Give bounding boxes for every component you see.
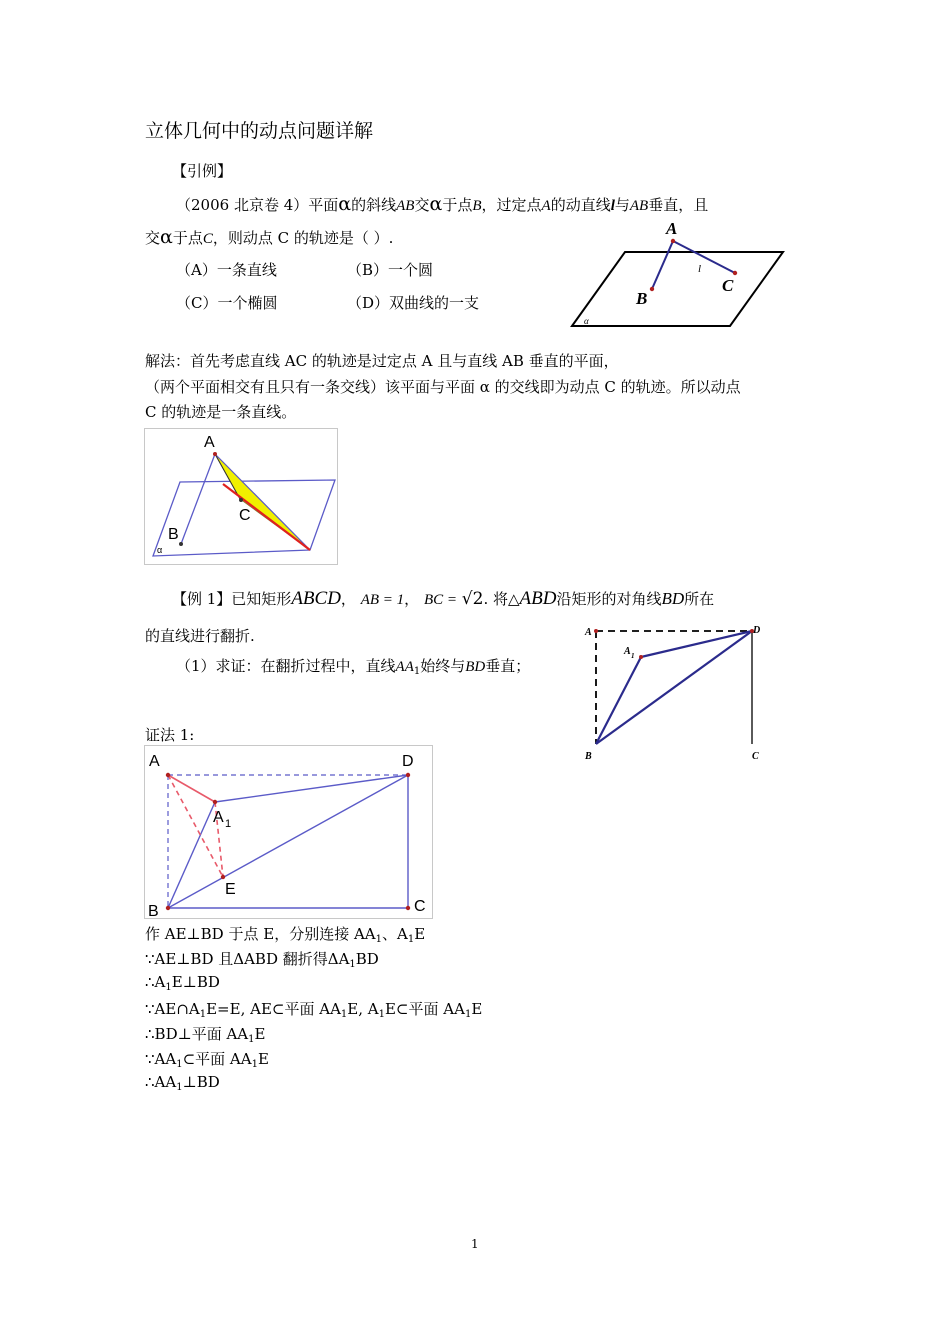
point-a [166, 773, 170, 777]
ab-equation: AB = 1 [360, 592, 405, 608]
label-a1-sub: 1 [225, 818, 232, 830]
subscript: 1 [407, 934, 415, 945]
line-ac [215, 454, 310, 550]
text: （2006 北京卷 4）平面 [176, 196, 339, 214]
label-d: D [753, 625, 761, 636]
text: 、A [382, 925, 408, 943]
text: 沿矩形的对角线 [556, 590, 662, 608]
label-e: E [225, 881, 236, 898]
text: 垂直； [485, 657, 531, 675]
proof-line5 [145, 1023, 265, 1045]
label-l: l [698, 263, 702, 275]
diagonal-bd [596, 631, 752, 744]
point-a1 [639, 655, 643, 659]
text: 与 [614, 196, 630, 214]
text: 于点 [442, 196, 473, 214]
text: E, A [347, 1000, 379, 1018]
label-b: B [148, 903, 159, 918]
label-a1: A [624, 646, 631, 657]
text: 所在 [684, 590, 715, 608]
proof-line6 [145, 1048, 269, 1070]
label-b: B [585, 751, 592, 762]
subscript: 1 [176, 1082, 183, 1093]
point-e [221, 875, 225, 879]
text: E=E, AE⊂平面 AA [206, 1000, 341, 1018]
label-a: A [149, 753, 160, 770]
figure-proof [144, 745, 433, 919]
label-a: A [585, 627, 592, 638]
var-b: B [472, 198, 482, 214]
intro-heading: 【引例】 [172, 162, 233, 180]
text: ∵AE∩A [145, 1000, 200, 1018]
label-alpha: α [157, 545, 163, 555]
example1-line1 [172, 588, 714, 610]
subscript: 1 [375, 934, 383, 945]
text: 交 [145, 229, 161, 247]
figure-fold-rectangle [580, 620, 770, 770]
text: ，过定点 [481, 196, 542, 214]
text: ∵AA [145, 1050, 177, 1068]
label-alpha: α [584, 316, 589, 326]
proof-heading: 证法 1: [145, 726, 195, 744]
var-c: C [202, 231, 213, 247]
proof-line1 [145, 923, 425, 945]
text: 于点 [172, 229, 203, 247]
text: 的动直线 [550, 196, 611, 214]
text: 始终与 [420, 657, 466, 675]
text: ⊂平面 AA [182, 1050, 252, 1068]
var-bd: BD [661, 589, 685, 608]
figure-plane-triangle [144, 428, 338, 565]
var-bd: BD [465, 659, 486, 675]
subscript: 1 [349, 959, 356, 970]
label-c: C [752, 751, 759, 762]
page-number: 1 [471, 1237, 479, 1251]
option-c: （C）一个椭圆 [176, 294, 278, 312]
text: . 将△ [483, 590, 520, 608]
intro-problem-line2 [145, 226, 393, 248]
edge-a1d [215, 775, 408, 802]
intro-problem-line1 [176, 193, 708, 215]
point-b [166, 906, 170, 910]
subscript: 1 [251, 1059, 258, 1070]
solution-line2: （两个平面相交有且只有一条交线）该平面与平面 α 的交线即为动点 C 的轨迹。所以动点 [145, 378, 741, 396]
var-a: A [541, 198, 551, 214]
label-a: A [204, 434, 215, 451]
subscript: 1 [165, 982, 172, 993]
option-a: （A）一条直线 [176, 261, 277, 279]
label-d: D [402, 753, 414, 770]
text: E⊥BD [171, 973, 220, 991]
point-c [406, 906, 410, 910]
point-a [594, 629, 598, 633]
figure-proof-svg [145, 746, 432, 918]
line-l [673, 241, 735, 273]
proof-line3 [145, 973, 220, 993]
subscript: 1 [340, 1009, 348, 1020]
var-ab: AB [396, 198, 415, 214]
var-aa1: AA [395, 659, 414, 675]
label-b: B [636, 289, 648, 308]
text: 交 [414, 196, 430, 214]
proof-line4 [145, 998, 482, 1020]
point-b [650, 287, 654, 291]
text: E [471, 1000, 483, 1018]
solution-line3: C 的轨迹是一条直线。 [145, 403, 297, 421]
example1-line2: 的直线进行翻折. [145, 627, 255, 645]
segment-aa1 [168, 775, 215, 802]
point-a [671, 239, 675, 243]
label-a1: A [213, 809, 224, 826]
var-l: l [610, 198, 615, 214]
text: ， [340, 590, 356, 608]
label-c: C [414, 898, 426, 915]
text: 作 AE⊥BD 于点 E，分别连接 AA [145, 925, 376, 943]
solution-line1: 解法：首先考虑直线 AC 的轨迹是过定点 A 且与直线 AB 垂直的平面， [145, 352, 619, 370]
text: ， [404, 590, 420, 608]
text: 【例 1】已知矩形 [172, 590, 292, 608]
subscript: 1 [378, 1009, 385, 1020]
text: ∴BD⊥平面 AA [145, 1025, 249, 1043]
text: E [414, 925, 426, 943]
text: ⊥BD [182, 1073, 220, 1091]
text: 的斜线 [351, 196, 397, 214]
option-d: （D）双曲线的一支 [347, 294, 480, 312]
figure-plane-line [565, 218, 790, 333]
line-ab [181, 454, 215, 544]
text: BD [355, 950, 379, 968]
text: ∴AA [145, 1073, 177, 1091]
point-a [213, 452, 217, 456]
text: ∴A [145, 973, 166, 991]
trace-line [223, 484, 310, 550]
text: E [254, 1025, 266, 1043]
proof-line2 [145, 948, 379, 970]
alpha-symbol: α [338, 193, 352, 215]
var-ab: AB [629, 198, 649, 214]
text: （1）求证：在翻折过程中，直线 [176, 657, 396, 675]
figure-plane-triangle-svg [145, 429, 337, 564]
label-c: C [239, 507, 251, 524]
example1-question1 [176, 655, 530, 677]
subscript: 1 [176, 1059, 183, 1070]
option-b: （B）一个圆 [347, 261, 434, 279]
point-c [733, 271, 737, 275]
text: ∵AE⊥BD 且ΔABD 翻折得ΔA [145, 950, 350, 968]
point-a1 [213, 800, 217, 804]
var-abcd: ABCD [291, 588, 341, 609]
label-a1-sub: 1 [631, 652, 635, 660]
plane-alpha [572, 252, 783, 326]
subscript: 1 [248, 1034, 255, 1045]
point-c [239, 498, 243, 502]
text: ，则动点 C 的轨迹是（ ）. [212, 229, 394, 247]
var-abd: ABD [519, 588, 557, 609]
text: E⊂平面 AA [384, 1000, 465, 1018]
sqrt-two: √2 [461, 589, 484, 609]
subscript: 1 [199, 1009, 207, 1020]
point-b [179, 542, 183, 546]
alpha-symbol: α [160, 226, 173, 248]
alpha-symbol: α [429, 193, 443, 215]
page-title: 立体几何中的动点问题详解 [145, 120, 374, 142]
text: 垂直，且 [648, 196, 709, 214]
bc-equation: BC = [423, 592, 458, 608]
subscript: 1 [413, 666, 421, 677]
proof-line7 [145, 1073, 220, 1093]
label-b: B [168, 526, 179, 543]
edge-ba1 [596, 657, 641, 744]
label-c: C [722, 276, 734, 295]
label-a: A [666, 219, 678, 238]
line-ab [652, 241, 673, 289]
subscript: 1 [464, 1009, 472, 1020]
point-d [406, 773, 410, 777]
text: E [257, 1050, 269, 1068]
